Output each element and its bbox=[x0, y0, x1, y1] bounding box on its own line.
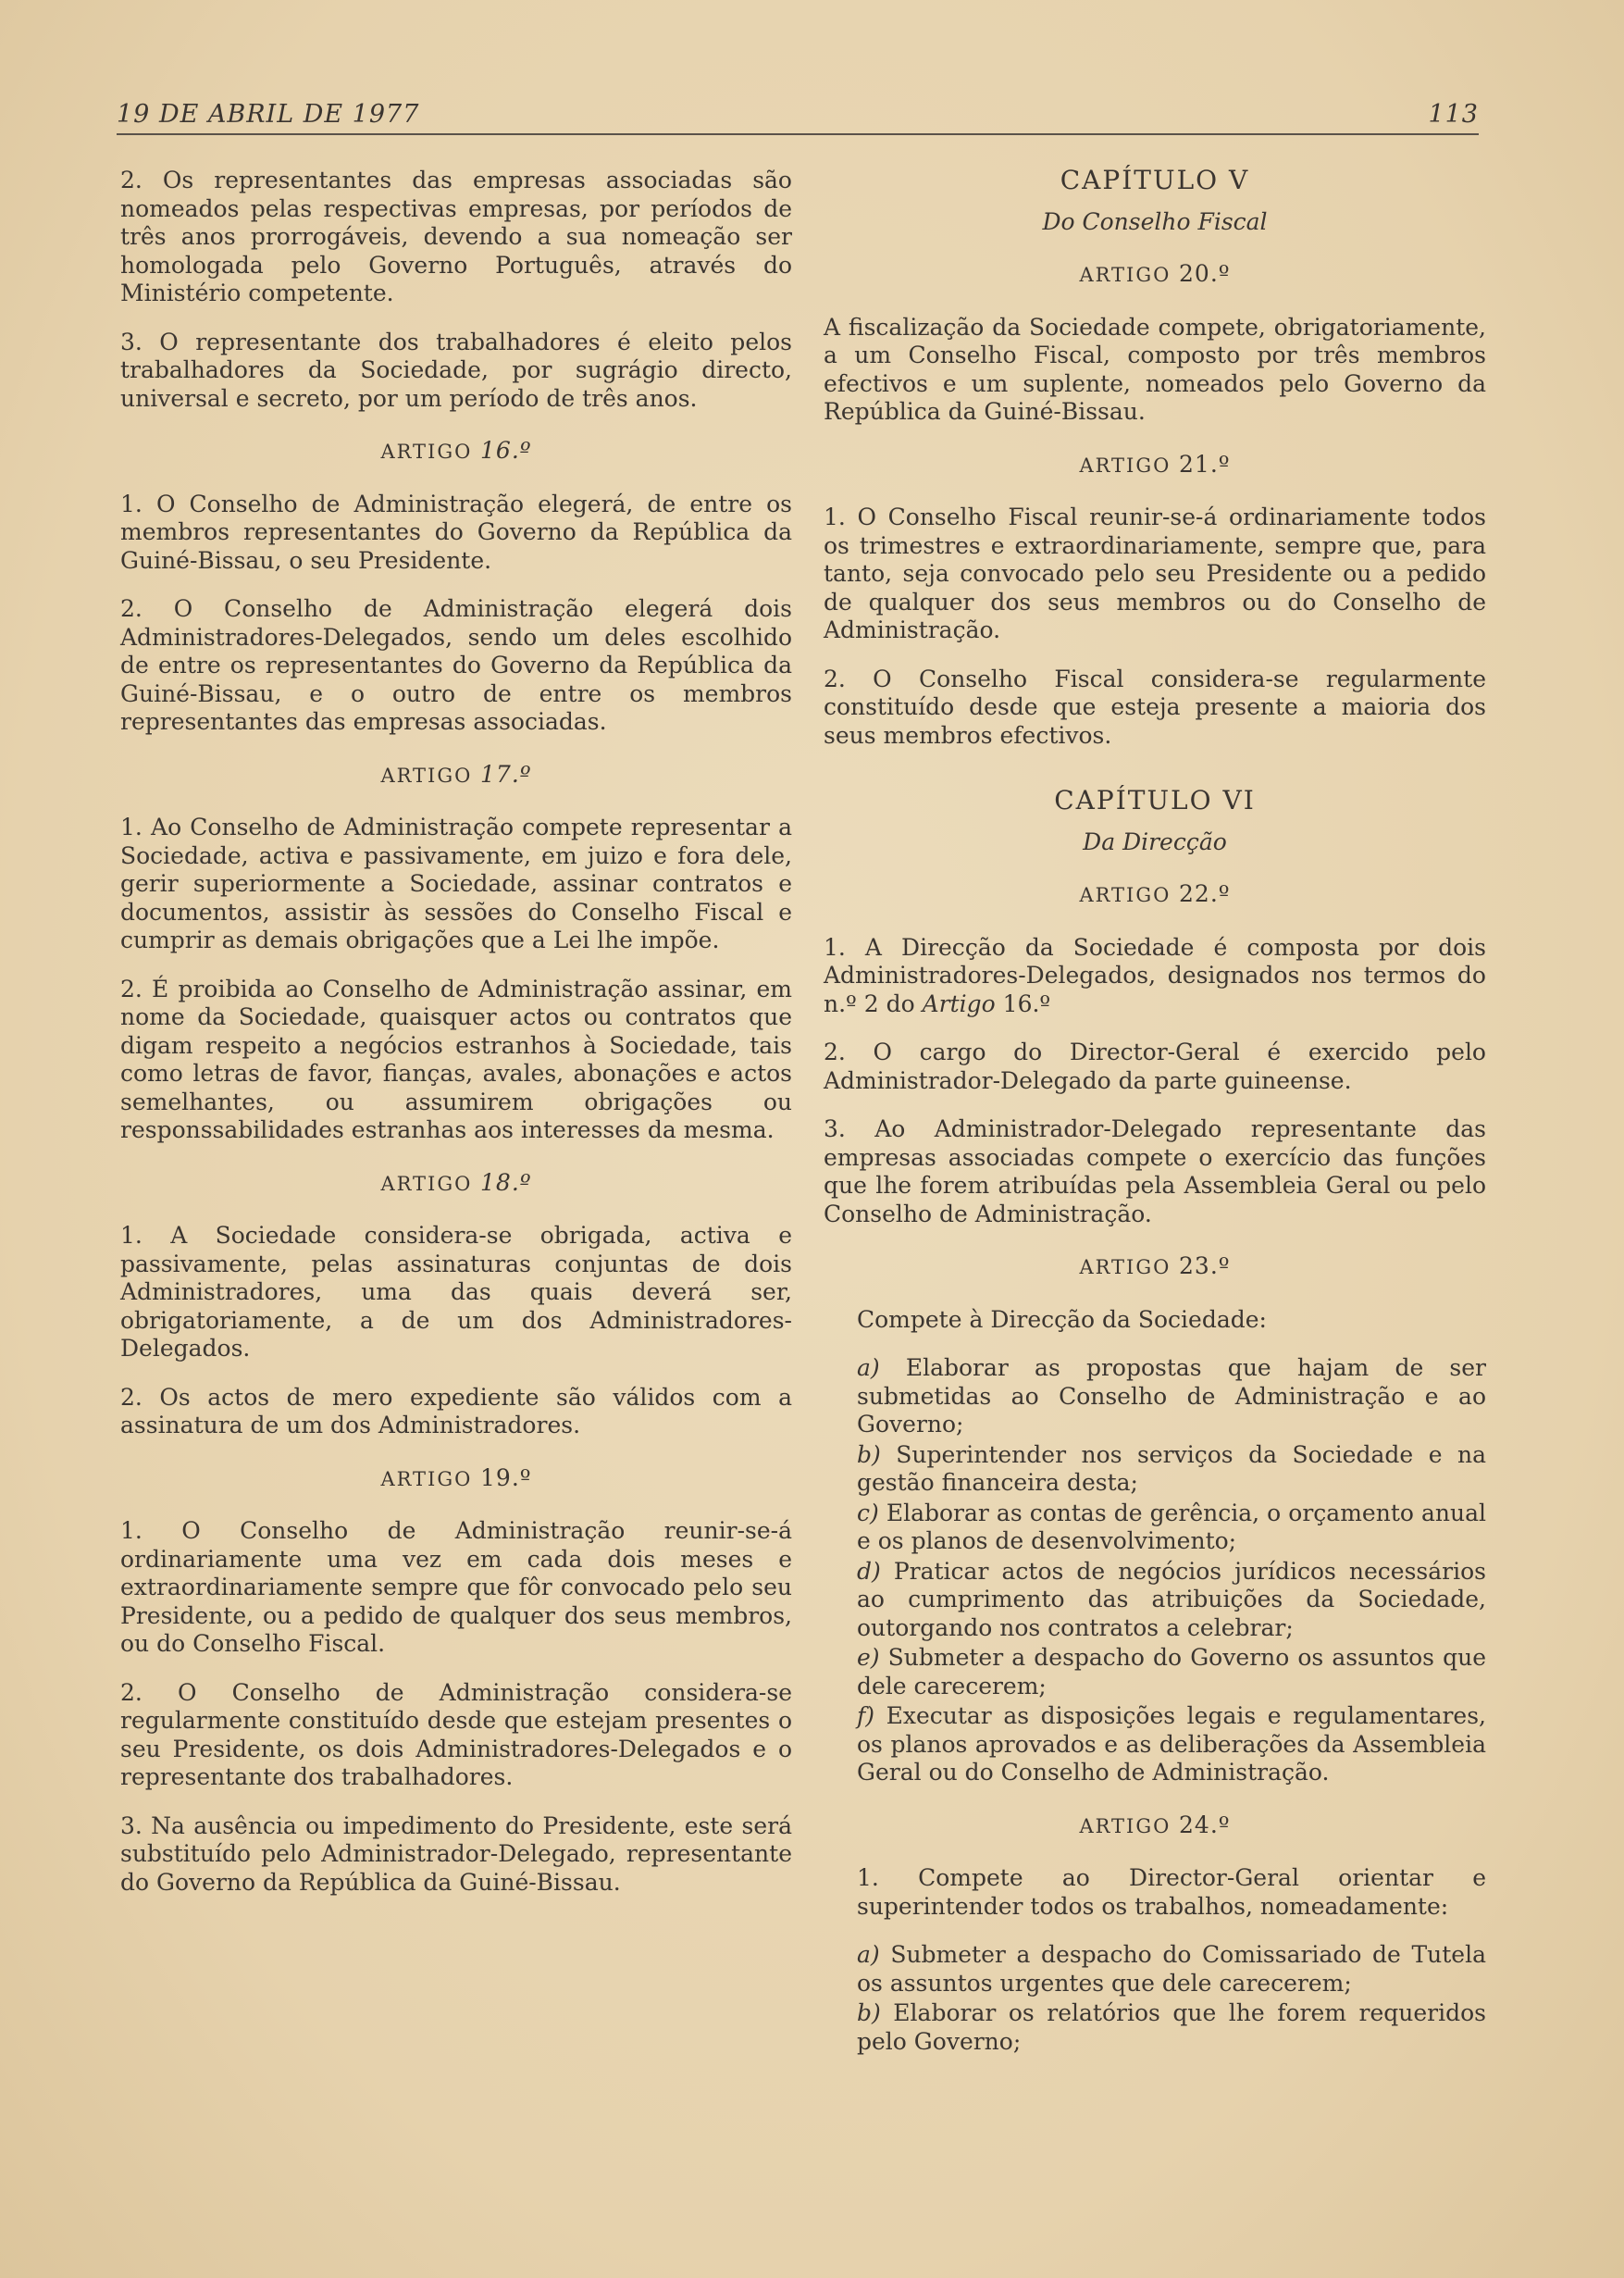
italic-run: Artigo bbox=[922, 990, 996, 1017]
list-letter: a) bbox=[857, 1941, 880, 1968]
right-column bbox=[824, 167, 1486, 2074]
list-item bbox=[824, 1999, 1486, 2056]
list-text: Praticar actos de negócios jurídicos necessários ao cumprimento das atribuições da Sociedade, outorgando nos contratos a celebrar; bbox=[857, 1557, 1486, 1641]
article-heading-21 bbox=[824, 451, 1486, 480]
paragraph: 2. O Conselho de Administração elegerá dois Administradores-Delegados, sendo um deles escolhido de entre os representantes do Governo da República da Guiné-Bissau, e o outro de entre os membros representantes das empresas associadas. bbox=[120, 595, 792, 735]
left-column bbox=[120, 167, 792, 1917]
chapter-heading: CAPÍTULO V bbox=[1060, 165, 1250, 195]
article-number: 22.º bbox=[1179, 880, 1231, 907]
paragraph: 2. Os actos de mero expediente são válidos com a assinatura de um dos Administradores. bbox=[120, 1383, 792, 1438]
paragraph: 1. Compete ao Director-Geral orientar e superintender todos os trabalhos, nomeadamente: bbox=[857, 1864, 1486, 1920]
article-number: 24.º bbox=[1179, 1811, 1231, 1838]
list-letter: c) bbox=[857, 1499, 879, 1526]
list bbox=[824, 1354, 1486, 1787]
article-heading-24 bbox=[824, 1811, 1486, 1841]
article-number: 21.º bbox=[1179, 450, 1231, 478]
paragraph: 1. O Conselho de Administração elegerá, de entre os membros representantes do Governo da República da Guiné-Bissau, o seu Presidente. bbox=[120, 490, 792, 574]
paragraph: 1. O Conselho de Administração reunir-se-á ordinariamente uma vez em cada dois meses e extraordinariamente sempre que fôr convocado pelo seu Presidente, ou a pedido de qualquer dos seus membros, ou do Conselho Fiscal. bbox=[120, 1517, 792, 1657]
article-word: ARTIGO bbox=[1079, 264, 1172, 286]
list-text: Submeter a despacho do Governo os assuntos que dele carecerem; bbox=[857, 1644, 1486, 1699]
list-text: Executar as disposições legais e regulamentares, os planos aprovados e as deliberações da Assembleia Geral ou do Conselho de Administração. bbox=[857, 1702, 1486, 1786]
list bbox=[824, 1941, 1486, 2056]
article-word: ARTIGO bbox=[380, 764, 473, 787]
list-text: Elaborar as propostas que hajam de ser submetidas ao Conselho de Administração e ao Governo; bbox=[857, 1354, 1486, 1438]
article-word: ARTIGO bbox=[380, 441, 473, 463]
list-letter: a) bbox=[857, 1354, 880, 1381]
article-number: 19.º bbox=[480, 1463, 532, 1491]
list-text: Submeter a despacho do Comissariado de Tutela os assuntos urgentes que dele carecerem; bbox=[857, 1941, 1486, 1997]
article-word: ARTIGO bbox=[380, 1467, 473, 1490]
list-item bbox=[824, 1644, 1486, 1700]
article-number: 16.º bbox=[480, 437, 532, 464]
chapter-heading: CAPÍTULO VI bbox=[1054, 785, 1256, 815]
paragraph: 2. O Conselho Fiscal considera-se regularmente constituído desde que esteja presente a maioria dos seus membros efectivos. bbox=[824, 665, 1486, 749]
article-number: 18.º bbox=[480, 1168, 532, 1196]
list-letter: b) bbox=[857, 1999, 881, 2026]
paragraph: Compete à Direcção da Sociedade: bbox=[857, 1305, 1267, 1333]
article-number: 20.º bbox=[1179, 260, 1231, 287]
list-item bbox=[824, 1354, 1486, 1439]
list-item bbox=[824, 1441, 1486, 1498]
article-heading-22 bbox=[824, 880, 1486, 910]
article-word: ARTIGO bbox=[1079, 1256, 1172, 1278]
paragraph: A fiscalização da Sociedade compete, obrigatoriamente, a um Conselho Fiscal, composto por três membros efectivos e um suplente, nomeados pelo Governo da República da Guiné-Bissau. bbox=[824, 313, 1486, 425]
list-letter: b) bbox=[857, 1440, 881, 1468]
chapter-subtitle: Do Conselho Fiscal bbox=[1042, 207, 1268, 235]
article-number: 23.º bbox=[1179, 1252, 1231, 1279]
article-heading-17 bbox=[120, 761, 792, 790]
paragraph: 2. É proibida ao Conselho de Administração assinar, em nome da Sociedade, quaisquer actos ou contratos que digam respeito a negócios estranhos à Sociedade, tais como letras de favor, fianças, avales, abonações e actos semelhantes, ou assumirem obrigações ou responssabilidades estranhas aos interesses da mesma. bbox=[120, 975, 792, 1143]
article-heading-23 bbox=[824, 1252, 1486, 1282]
paragraph: 2. O cargo do Director-Geral é exercido pelo Administrador-Delegado da parte guineense. bbox=[824, 1039, 1486, 1094]
article-word: ARTIGO bbox=[380, 1172, 473, 1195]
article-heading-20 bbox=[824, 260, 1486, 290]
paragraph: 2. O Conselho de Administração considera-se regularmente constituído desde que estejam presentes o seu Presidente, os dois Administradores-Delegados e o representante dos trabalhadores. bbox=[120, 1678, 792, 1790]
article-number: 17.º bbox=[480, 760, 532, 788]
list-text: Elaborar os relatórios que lhe forem requeridos pelo Governo; bbox=[857, 1999, 1486, 2055]
list-text: Elaborar as contas de gerência, o orçamento anual e os planos de desenvolvimento; bbox=[857, 1499, 1486, 1554]
paragraph: 3. Na ausência ou impedimento do Presidente, este será substituído pelo Administrador-Delegado, representante do Governo da República da Guiné-Bissau. bbox=[120, 1811, 792, 1896]
article-heading-19 bbox=[120, 1464, 792, 1494]
list-text: Superintender nos serviços da Sociedade e na gestão financeira desta; bbox=[857, 1440, 1486, 1496]
paragraph: 1. A Sociedade considera-se obrigada, activa e passivamente, pelas assinaturas conjuntas de dois Administradores, uma das quais deverá ser, obrigatoriamente, a de um dos Administradores-Delegados. bbox=[120, 1222, 792, 1362]
list-item bbox=[824, 1558, 1486, 1643]
list-item bbox=[824, 1500, 1486, 1556]
text-run: 1. A Direcção da Sociedade é composta por dois Administradores-Delegados, designados nos termos do n.º 2 do bbox=[824, 933, 1486, 1017]
article-heading-18 bbox=[120, 1169, 792, 1199]
page-header bbox=[117, 96, 1479, 135]
article-heading-16 bbox=[120, 437, 792, 467]
list-item bbox=[824, 1702, 1486, 1787]
paragraph bbox=[824, 934, 1486, 1019]
list-letter: d) bbox=[857, 1557, 881, 1585]
list-item bbox=[824, 1941, 1486, 1998]
chapter-subtitle: Da Direcção bbox=[1083, 828, 1227, 855]
paragraph: 3. Ao Administrador-Delegado representante das empresas associadas compete o exercício das funções que lhe forem atribuídas pela Assembleia Geral ou pelo Conselho de Administração. bbox=[824, 1115, 1486, 1227]
article-word: ARTIGO bbox=[1079, 454, 1172, 477]
article-word: ARTIGO bbox=[1079, 1814, 1172, 1837]
text-run: 16.º bbox=[995, 990, 1051, 1017]
page-number: 113 bbox=[1428, 100, 1479, 129]
paragraph: 1. Ao Conselho de Administração compete representar a Sociedade, activa e passivamente, em juizo e fora dele, gerir superiormente a Sociedade, assinar contratos e documentos, assistir às sessões do Conselho Fiscal e cumprir as demais obrigações que a Lei lhe impõe. bbox=[120, 814, 792, 953]
list-letter: e) bbox=[857, 1644, 880, 1671]
paragraph: 2. Os representantes das empresas associadas são nomeados pelas respectivas empresas, por períodos de três anos prorrogáveis, devendo a sua nomeação ser homologada pelo Governo Português, através do Ministério competente. bbox=[120, 167, 792, 306]
list-letter: f) bbox=[857, 1702, 875, 1729]
paragraph: 1. O Conselho Fiscal reunir-se-á ordinariamente todos os trimestres e extraordinariamente, sempre que, para tanto, seja convocado pelo seu Presidente ou a pedido de qualquer dos seus membros ou do Conselho de Administração. bbox=[824, 504, 1486, 643]
article-word: ARTIGO bbox=[1079, 884, 1172, 906]
paragraph: 3. O representante dos trabalhadores é eleito pelos trabalhadores da Sociedade, por sugrágio directo, universal e secreto, por um período de três anos. bbox=[120, 328, 792, 412]
header-date: 19 DE ABRIL DE 1977 bbox=[117, 100, 420, 129]
